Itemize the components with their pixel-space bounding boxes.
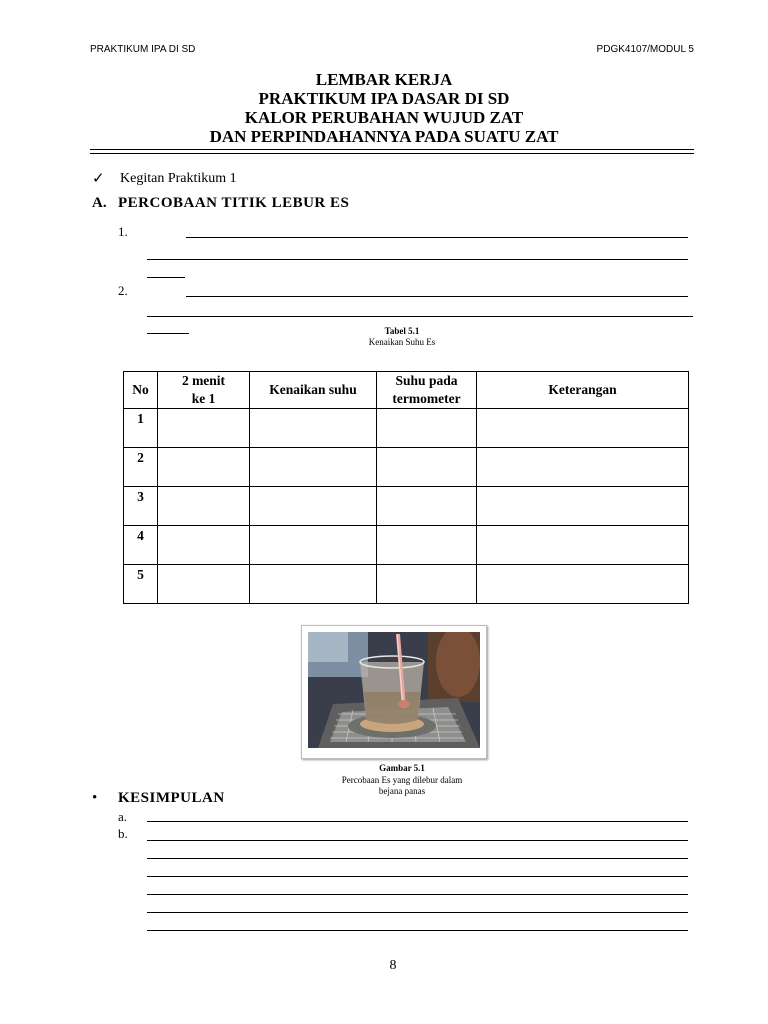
conclusion-title: KESIMPULAN [118, 790, 225, 806]
page-number: 8 [389, 958, 397, 973]
table-row [124, 448, 689, 487]
title-line-1: LEMBAR KERJA [315, 70, 453, 89]
table-cell [377, 526, 477, 565]
table-cell [377, 487, 477, 526]
table-cell [250, 409, 377, 448]
section-a-title: PERCOBAAN TITIK LEBUR ES [118, 195, 350, 211]
table-cell [250, 448, 377, 487]
answer-line [147, 821, 688, 822]
answer-line [147, 876, 688, 877]
title-rule-bottom [90, 153, 694, 154]
item-number-1: 1. [118, 224, 128, 239]
table-row [124, 487, 689, 526]
row-number: 3 [124, 487, 158, 526]
answer-line [147, 316, 693, 317]
header-minute: 2 menit ke 1 [158, 372, 250, 409]
header-temperature-rise: Kenaikan suhu [250, 372, 377, 409]
table-cell [477, 526, 689, 565]
table-cell [158, 487, 250, 526]
answer-line [147, 277, 185, 278]
table-cell [158, 409, 250, 448]
header-notes: Keterangan [477, 372, 689, 409]
table-cell [477, 448, 689, 487]
table-cell [158, 448, 250, 487]
answer-line [147, 259, 688, 260]
table-cell [158, 565, 250, 604]
figure-caption-line-1: Percobaan Es yang dilebur dalam [341, 775, 463, 785]
header-thermometer: Suhu pada termometer [377, 372, 477, 409]
answer-line [147, 894, 688, 895]
table-cell [477, 565, 689, 604]
answer-line [147, 333, 189, 334]
table-row [124, 526, 689, 565]
section-a-letter: A. [92, 195, 107, 211]
table-cell [477, 487, 689, 526]
answer-line [147, 930, 688, 931]
figure-caption-title: Gambar 5.1 [379, 763, 425, 773]
title-line-4: DAN PERPINDAHANNYA PADA SUATU ZAT [209, 127, 559, 146]
table-row [124, 409, 689, 448]
item-number-2: 2. [118, 283, 128, 298]
table-caption-text: Kenaikan Suhu Es [368, 337, 436, 347]
table-cell [377, 409, 477, 448]
table-cell [158, 526, 250, 565]
title-line-3: KALOR PERUBAHAN WUJUD ZAT [244, 108, 524, 127]
title-rule-top [90, 149, 694, 150]
header-no: No [124, 372, 158, 409]
table-cell [250, 487, 377, 526]
running-header-right: PDGK4107/MODUL 5 [596, 44, 694, 55]
answer-line [147, 858, 688, 859]
figure-frame [301, 625, 487, 759]
table-cell [250, 526, 377, 565]
table-row [124, 565, 689, 604]
activity-label: Kegitan Praktikum 1 [120, 171, 237, 186]
row-number: 1 [124, 409, 158, 448]
row-number: 2 [124, 448, 158, 487]
check-icon: ✓ [92, 171, 105, 187]
table-cell [377, 448, 477, 487]
running-header-left: PRAKTIKUM IPA DI SD [90, 44, 196, 55]
table-caption-title: Tabel 5.1 [384, 326, 420, 336]
answer-line [186, 237, 688, 238]
conclusion-item-a: a. [118, 809, 128, 824]
conclusion-item-b: b. [118, 826, 128, 841]
table-header-row [124, 372, 689, 409]
beaker-photo [308, 632, 480, 748]
table-cell [477, 409, 689, 448]
row-number: 5 [124, 565, 158, 604]
answer-line [186, 296, 688, 297]
answer-line [147, 840, 688, 841]
figure-caption-line-2: bejana panas [378, 786, 426, 796]
title-line-2: PRAKTIKUM IPA DASAR DI SD [258, 89, 510, 108]
row-number: 4 [124, 526, 158, 565]
observation-table [123, 371, 689, 604]
table-cell [250, 565, 377, 604]
answer-line [147, 912, 688, 913]
bullet-icon: • [92, 790, 98, 806]
table-cell [377, 565, 477, 604]
